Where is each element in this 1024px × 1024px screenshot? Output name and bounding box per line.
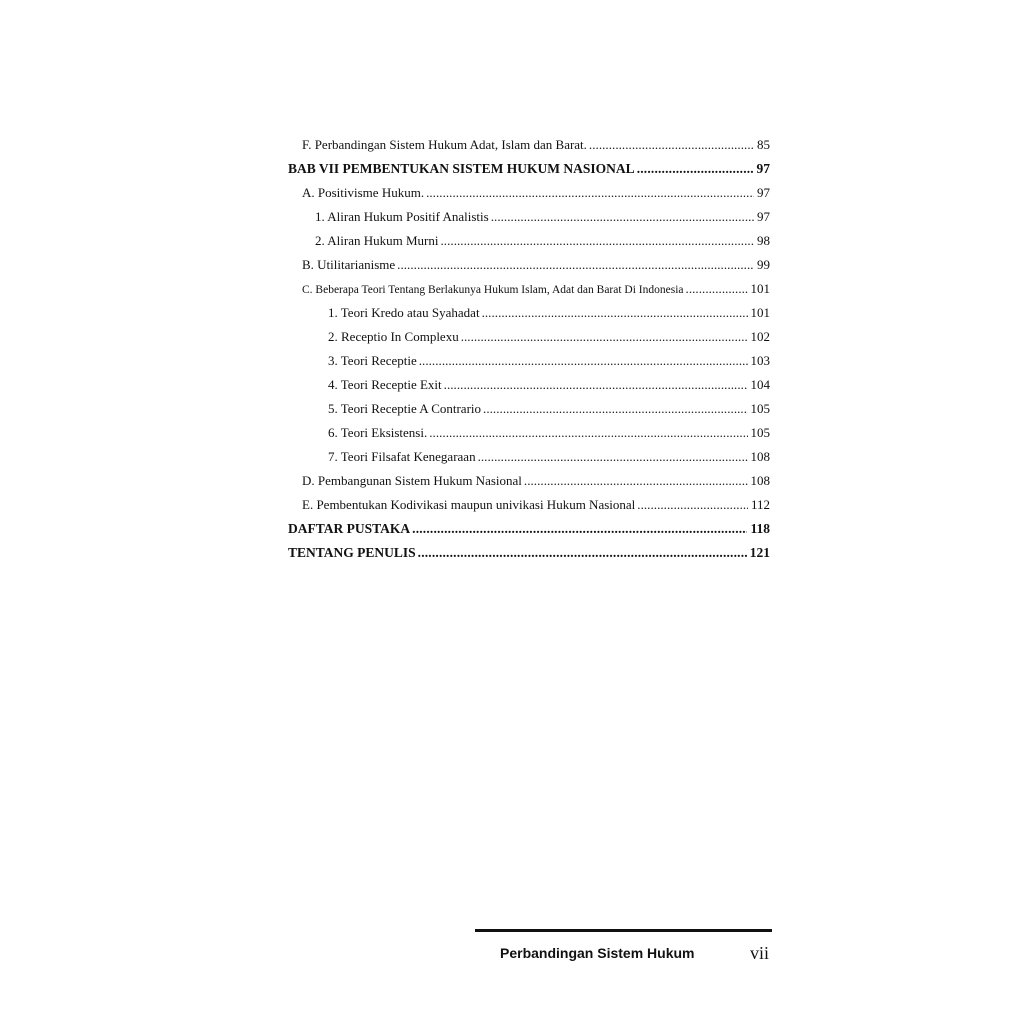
toc-entry-label: A. Positivisme Hukum.	[302, 185, 425, 200]
toc-entry-page: 105	[750, 401, 770, 416]
toc-entry	[288, 278, 770, 302]
dot-leader	[482, 302, 748, 324]
dot-leader	[429, 422, 747, 444]
toc-chapter	[288, 518, 770, 542]
dot-leader	[524, 470, 748, 492]
toc-entry-page: 112	[750, 497, 770, 512]
toc-entry-page: 102	[750, 329, 770, 344]
toc-entry-page: 101	[750, 305, 770, 320]
toc-entry	[288, 326, 770, 350]
toc-entry	[288, 374, 770, 398]
toc-entry-label: 1. Teori Kredo atau Syahadat	[328, 305, 480, 320]
footer-rule	[475, 929, 772, 932]
toc-entry-label: B. Utilitarianisme	[302, 257, 396, 272]
toc-entry-page: 121	[749, 545, 770, 560]
toc-entry	[288, 134, 770, 158]
toc-entry	[288, 398, 770, 422]
toc-entry-label: E. Pembentukan Kodivikasi maupun univikasi Hukum Nasional	[302, 497, 636, 512]
toc-entry-page: 85	[757, 137, 770, 152]
toc-entry-label: 3. Teori Receptie	[328, 353, 417, 368]
toc-entry-label: 1. Aliran Hukum Positif Analistis	[315, 209, 489, 224]
toc-entry-page: 99	[757, 257, 770, 272]
dot-leader	[397, 254, 754, 276]
toc-entry-label: D. Pembangunan Sistem Hukum Nasional	[302, 473, 522, 488]
dot-leader	[461, 326, 748, 348]
dot-leader	[589, 134, 754, 156]
toc-entry	[288, 254, 770, 278]
dot-leader	[419, 350, 748, 372]
toc-chapter	[288, 158, 770, 182]
toc-entry	[288, 350, 770, 374]
toc-entry	[288, 422, 770, 446]
footer-page-number: vii	[750, 943, 770, 963]
dot-leader	[426, 182, 754, 204]
dot-leader	[444, 374, 748, 396]
toc-entry	[288, 230, 770, 254]
toc-entry-label: 4. Teori Receptie Exit	[328, 377, 442, 392]
toc-entry-page: 118	[750, 521, 770, 536]
toc-entry-page: 101	[750, 281, 770, 296]
toc-entry-label: DAFTAR PUSTAKA	[288, 521, 411, 536]
toc-entry	[288, 470, 770, 494]
dot-leader	[418, 542, 747, 564]
toc-entry	[288, 494, 770, 518]
toc-entry-page: 104	[750, 377, 770, 392]
toc-entry-page: 97	[757, 185, 770, 200]
toc-entry-label: 5. Teori Receptie A Contrario	[328, 401, 482, 416]
toc-entry-page: 108	[750, 449, 770, 464]
toc-entry	[288, 182, 770, 206]
toc-entry-page: 97	[756, 161, 770, 176]
toc-entry-label: TENTANG PENULIS	[288, 545, 416, 560]
dot-leader	[441, 230, 755, 252]
toc-entry-label: C. Beberapa Teori Tentang Berlakunya Hukum Islam, Adat dan Barat Di Indonesia	[302, 284, 684, 296]
toc-entry-page: 97	[757, 209, 770, 224]
dot-leader	[686, 278, 748, 300]
dot-leader	[412, 518, 747, 540]
toc-entry-page: 105	[750, 425, 770, 440]
dot-leader	[637, 494, 748, 516]
toc-entry-label: 2. Aliran Hukum Murni	[315, 233, 439, 248]
dot-leader	[637, 158, 754, 180]
toc-entry-label: 2. Receptio In Complexu	[328, 329, 459, 344]
toc-entry	[288, 206, 770, 230]
toc-entry	[288, 446, 770, 470]
dot-leader	[491, 206, 754, 228]
dot-leader	[483, 398, 747, 420]
toc-entry-label: BAB VII PEMBENTUKAN SISTEM HUKUM NASIONAL	[288, 161, 635, 176]
toc-entry-page: 98	[757, 233, 770, 248]
toc-chapter	[288, 542, 770, 566]
table-of-contents	[288, 134, 770, 566]
toc-entry-page: 103	[750, 353, 770, 368]
toc-entry	[288, 302, 770, 326]
dot-leader	[478, 446, 748, 468]
toc-entry-label: 7. Teori Filsafat Kenegaraan	[328, 449, 476, 464]
toc-entry-label: 6. Teori Eksistensi.	[328, 425, 428, 440]
toc-entry-page: 108	[750, 473, 770, 488]
footer-book-title: Perbandingan Sistem Hukum	[500, 945, 695, 961]
toc-entry-label: F. Perbandingan Sistem Hukum Adat, Islam dan Barat.	[302, 137, 587, 152]
